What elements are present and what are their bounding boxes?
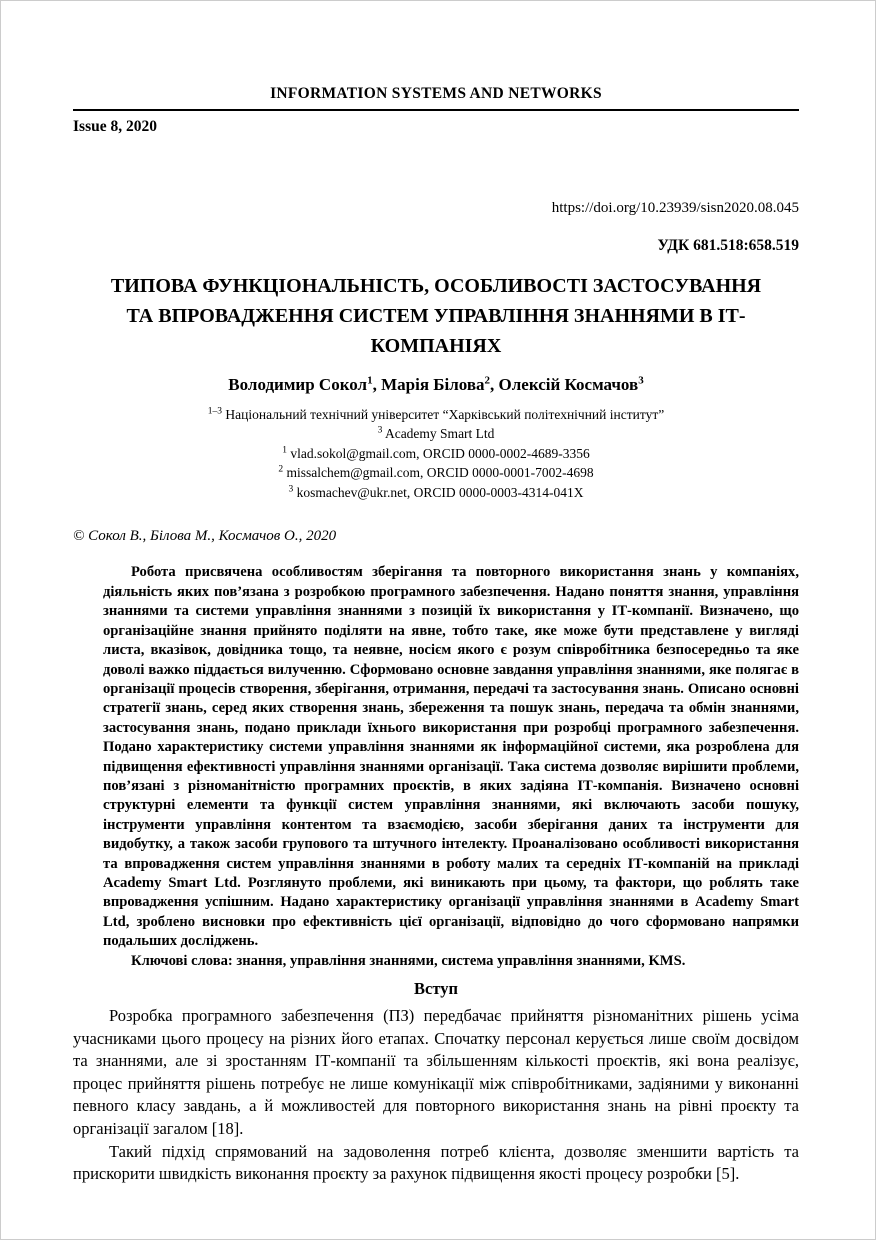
author-email-line: $^2$ missalchem@gmail.com, ORCID 0000-0001-7002-4698 xyxy=(278,464,594,481)
journal-name: INFORMATION SYSTEMS AND NETWORKS xyxy=(270,85,602,102)
header-rule xyxy=(73,109,799,111)
author: Олексій Космачов$^3$ xyxy=(498,374,644,394)
author-email-line: $^1$ vlad.sokol@gmail.com, ORCID 0000-0002-4689-3356 xyxy=(282,445,590,461)
affiliation-line: $^{1-3}$ Національний технічний університет “Харківський політехнічний інститут” xyxy=(207,406,665,422)
paper-title: ТИПОВА ФУНКЦІОНАЛЬНІСТЬ, ОСОБЛИВОСТІ ЗАСТОСУВАННЯ ТА ВПРОВАДЖЕННЯ СИСТЕМ УПРАВЛІННЯ ЗНАННЯМИ В ІТ-КОМПАНІЯХ xyxy=(110,275,762,357)
abstract-text: Робота присвячена особливостям зберігання та повторного використання знань у компаніях, діяльність яких пов’язана з розробкою програмного забезпечення. Надано поняття знання, управління знаннями та системи управління знаннями з позицій їх використання у ІТ-компанії. Визначено, що організаційне знання прийнято поділяти на явне, тобто таке, яке може бути представлене у вигляді листа, вказівок, довідника тощо, та неявне, носієм якого є розум співробітника безпосередньо та яке доволі важко піддається вилученню. Сформовано основне завдання управління знаннями, яке полягає в організації процесів створення, зберігання, отримання, передачі та застосування знань. Описано основні стратегії знань, серед яких створення знань, збереження та пошук знань, передача та обмін знаннями, застосування знань, подано приклади їхнього використання при розробці програмного забезпечення. Подано характеристику системи управління знаннями як інформаційної системи, яка розроблена для підвищення ефективності управління знаннями організації. Така система дозволяє вирішити проблеми, пов’язані з різноманітністю програмних проєктів, в яких задіяна ІТ-компанія. Визначено основні структурні елементи та функції систем управління знаннями, які включають засоби пошуку, інструменти управління контентом та взаємодією, засоби зберігання даних та інструменти для видобутку, а також засоби групового та штучного інтелекту. Проаналізовано особливості використання та впровадження систем управління знаннями в роботу малих та середніх ІТ-компаній на прикладі Academy Smart Ltd. Розглянуто проблеми, які виникають при цьому, та фактори, що роблять таке впровадження успішним. Надано характеристику організації управління знаннями в Academy Smart Ltd, зроблено висновки про ефективність цієї організації, відповідно до чого сформовано напрямки подальших досліджень. xyxy=(103,564,799,950)
udc-code: УДК 681.518:658.519 xyxy=(657,237,799,254)
author-affil-sup: 2 xyxy=(484,374,491,386)
copyright-notice: © Сокол В., Білова М., Космачов О., 2020 xyxy=(73,528,337,545)
keywords-line: Ключові слова: знання, управління знаннями, система управління знаннями, KMS. xyxy=(131,952,686,969)
doi-text: https://doi.org/10.23939/sisn2020.08.045 xyxy=(551,200,799,216)
author-email-line: $^3$ kosmachev@ukr.net, ORCID 0000-0003-4314-041X xyxy=(288,484,584,500)
author-affil-sup: 3 xyxy=(638,374,644,386)
author: Володимир Сокол$^1$, xyxy=(228,374,382,394)
issue-label: Issue 8, 2020 xyxy=(73,118,157,135)
journal-header xyxy=(73,85,799,136)
body-paragraph: Такий підхід спрямований на задоволення потреб клієнта, дозволяє зменшити вартість та прискорити швидкість виконання проєкту за рахунок підвищення якості процесу розробки [5]. xyxy=(73,1141,799,1184)
authors-line xyxy=(73,374,799,395)
author: Марія Білова$^2$, xyxy=(381,374,499,394)
affiliations-block xyxy=(73,405,799,503)
affiliation-line: $^3$ Academy Smart Ltd xyxy=(377,425,495,442)
abstract-block xyxy=(103,563,799,971)
author-affil-sup: 1 xyxy=(367,374,373,386)
section-heading-intro: Вступ xyxy=(414,979,458,998)
body-paragraph: Розробка програмного забезпечення (ПЗ) передбачає прийняття різноманітних рішень усіма учасниками цього процесу на різних його етапах. Спочатку персонал керується лише своїм досвідом та знаннями, але зі зростанням ІТ-компанії та збільшенням кількості проєктів, які вона реалізує, процес прийняття рішень потребує не лише комунікації між співробітниками, задіяними у виконанні певного класу завдань, а й можливостей для повторного використання знань на рівні проєкту та організації загалом [18]. xyxy=(73,1006,799,1138)
